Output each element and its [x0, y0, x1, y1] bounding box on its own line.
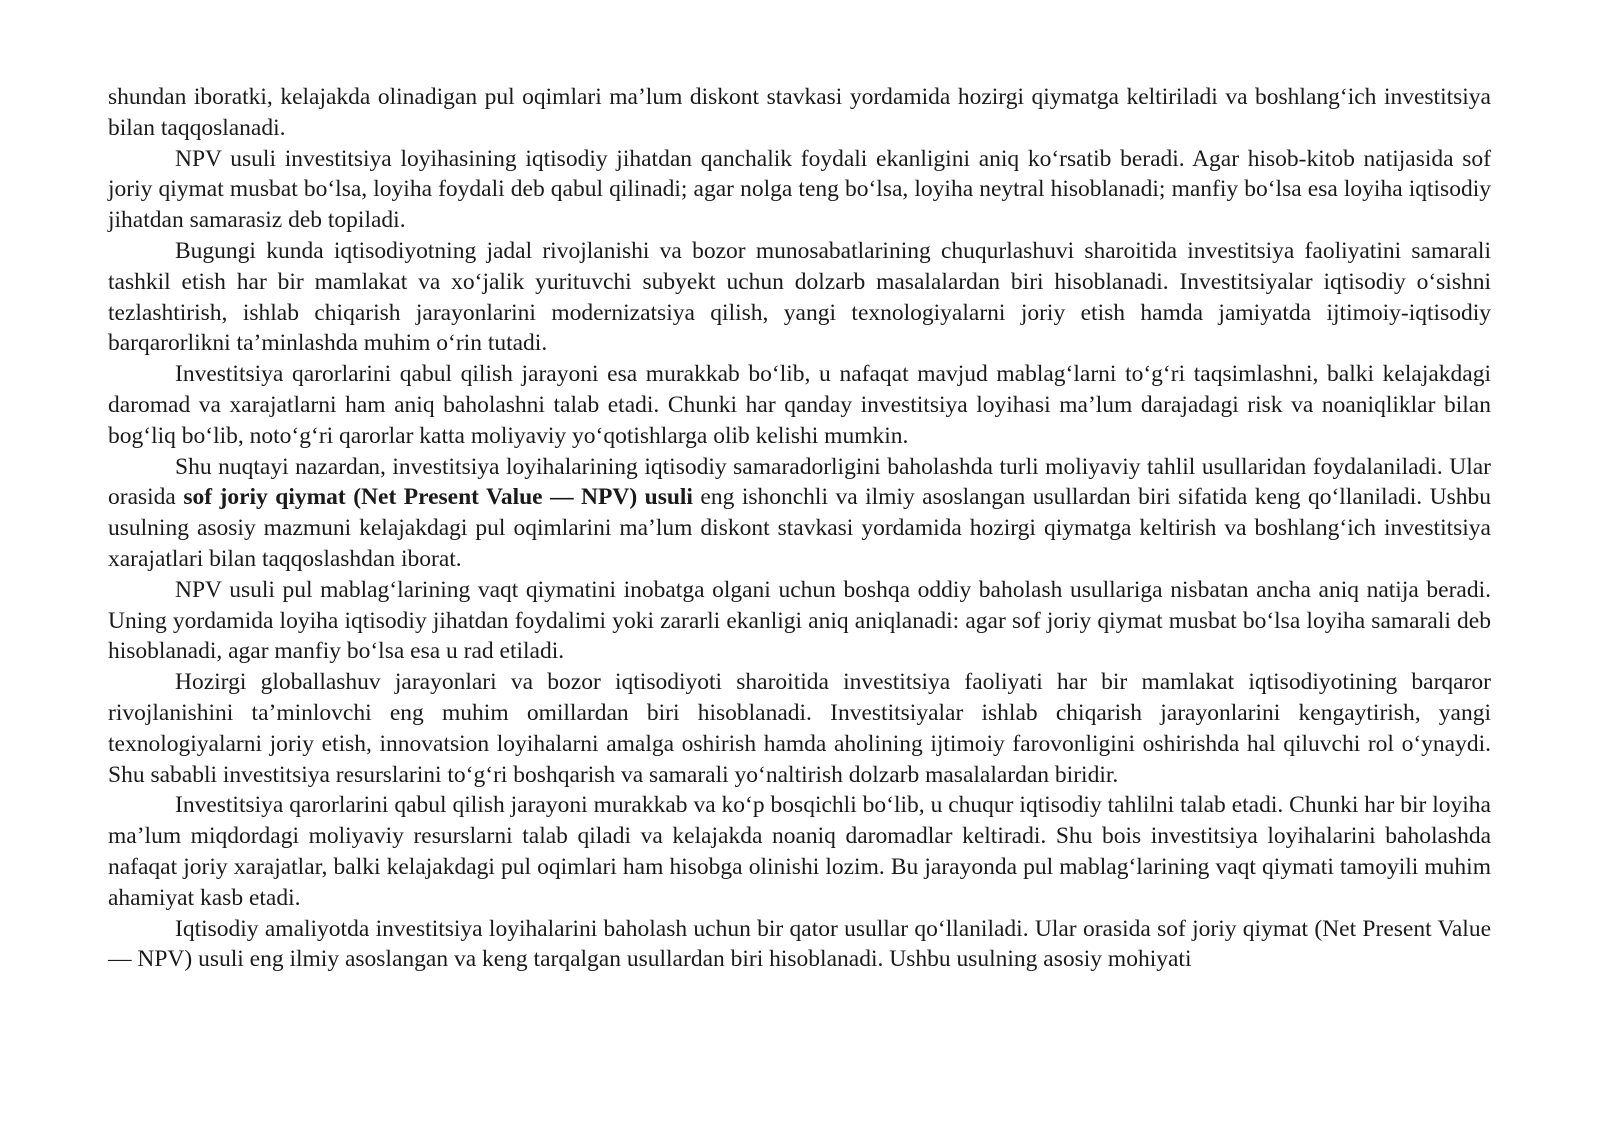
document-page — [108, 82, 1491, 975]
paragraph-npv-accuracy: NPV usuli pul mablag‘larining vaqt qiymatini inobatga olgani uchun boshqa oddiy baholash usullariga nisbatan ancha aniq natija beradi. Uning yordamida loyiha iqtisodiy jihatdan foydalimi yoki zararli ekanligi aniq aniqlanadi: agar sof joriy qiymat musbat bo‘lsa loyiha samarali deb hisoblanadi, agar manfiy bo‘lsa esa u rad etiladi. — [108, 576, 1491, 665]
paragraph-text: eng ishonchli va ilmiy asoslangan usullardan biri sifatida keng qo‘llaniladi. Ushbu usulning asosiy mazmuni kelajakdagi pul oqimlarini ma’lum diskont stavkasi yordamida hozirgi qiymatga keltirish va boshlang‘ich investitsiya xarajatlari bilan taqqoslashdan iborat. — [108, 484, 1491, 572]
paragraph-text: Shu nuqtayi nazardan, investitsiya loyihalarining iqtisodiy samaradorligini baholashda turli moliyaviy tahlil usullaridan foydalaniladi. Ular orasida — [108, 453, 1491, 511]
paragraph-npv-method-intro — [108, 452, 1491, 575]
paragraph-npv-usefulness: NPV usuli investitsiya loyihasining iqtisodiy jihatdan qanchalik foydali ekanligini aniq ko‘rsatib beradi. Agar hisob-kitob natijasida sof joriy qiymat musbat bo‘lsa, loyiha foydali deb qabul qilinadi; agar nolga teng bo‘lsa, loyiha neytral hisoblanadi; manfiy bo‘lsa esa loyiha iqtisodiy jihatdan samarasiz deb topiladi. — [108, 145, 1491, 234]
paragraph-investment-decisions: Investitsiya qarorlarini qabul qilish jarayoni esa murakkab bo‘lib, u nafaqat mavjud mablag‘larni to‘g‘ri taqsimlashni, balki kelajakdagi daromad va xarajatlarni ham aniq baholashni talab etadi. Chunki har qanday investitsiya loyihasi ma’lum darajadagi risk va noaniqliklar bilan bog‘liq bo‘lib, noto‘g‘ri qarorlar katta moliyaviy yo‘qotishlarga olib kelishi mumkin. — [108, 361, 1491, 449]
paragraph-investment-importance: Bugungi kunda iqtisodiyotning jadal rivojlanishi va bozor munosabatlarining chuqurlashuvi sharoitida investitsiya faoliyatini samarali tashkil etish har bir mamlakat va xo‘jalik yurituvchi subyekt uchun dolzarb masalalardan biri hisoblanadi. Investitsiyalar iqtisodiy o‘sishni tezlashtirish, ishlab chiqarish jarayonlarini modernizatsiya qilish, yangi texnologiyalarni joriy etish hamda jamiyatda ijtimoiy-iqtisodiy barqarorlikni ta’minlashda muhim o‘rin tutadi. — [108, 237, 1491, 357]
bold-term-npv: sof joriy qiymat (Net Present Value — NPV) usuli — [183, 484, 693, 511]
paragraph-economic-practice: Iqtisodiy amaliyotda investitsiya loyihalarini baholash uchun bir qator usullar qo‘llaniladi. Ular orasida sof joriy qiymat (Net Present Value — NPV) usuli eng ilmiy asoslangan va keng tarqalgan usullardan biri hisoblanadi. Ushbu usulning asosiy mohiyati — [108, 915, 1491, 973]
paragraph-continuation: shundan iboratki, kelajakda olinadigan pul oqimlari ma’lum diskont stavkasi yordamida hozirgi qiymatga keltiriladi va boshlang‘ich investitsiya bilan taqqoslanadi. — [108, 84, 1491, 141]
paragraph-decision-process: Investitsiya qarorlarini qabul qilish jarayoni murakkab va ko‘p bosqichli bo‘lib, u chuqur iqtisodiy tahlilni talab etadi. Chunki har bir loyiha ma’lum miqdordagi moliyaviy resurslarni talab qiladi va kelajakda noaniq daromadlar keltiradi. Shu bois investitsiya loyihalarini baholashda nafaqat joriy xarajatlar, balki kelajakdagi pul oqimlari ham hisobga olinishi lozim. Bu jarayonda pul mablag‘larining vaqt qiymati tamoyili muhim ahamiyat kasb etadi. — [108, 792, 1491, 911]
paragraph-globalization: Hozirgi globallashuv jarayonlari va bozor iqtisodiyoti sharoitida investitsiya faoliyati har bir mamlakat iqtisodiyotining barqaror rivojlanishini ta’minlovchi eng muhim omillardan biri hisoblanadi. Investitsiyalar ishlab chiqarish jarayonlarini kengaytirish, yangi texnologiyalarni joriy etish, innovatsion loyihalarni amalga oshirish hamda aholining ijtimoiy farovonligini oshirishda hal qiluvchi rol o‘ynaydi. Shu sababli investitsiya resurslarini to‘g‘ri boshqarish va samarali yo‘naltirish dolzarb masalalardan biridir. — [108, 669, 1491, 788]
